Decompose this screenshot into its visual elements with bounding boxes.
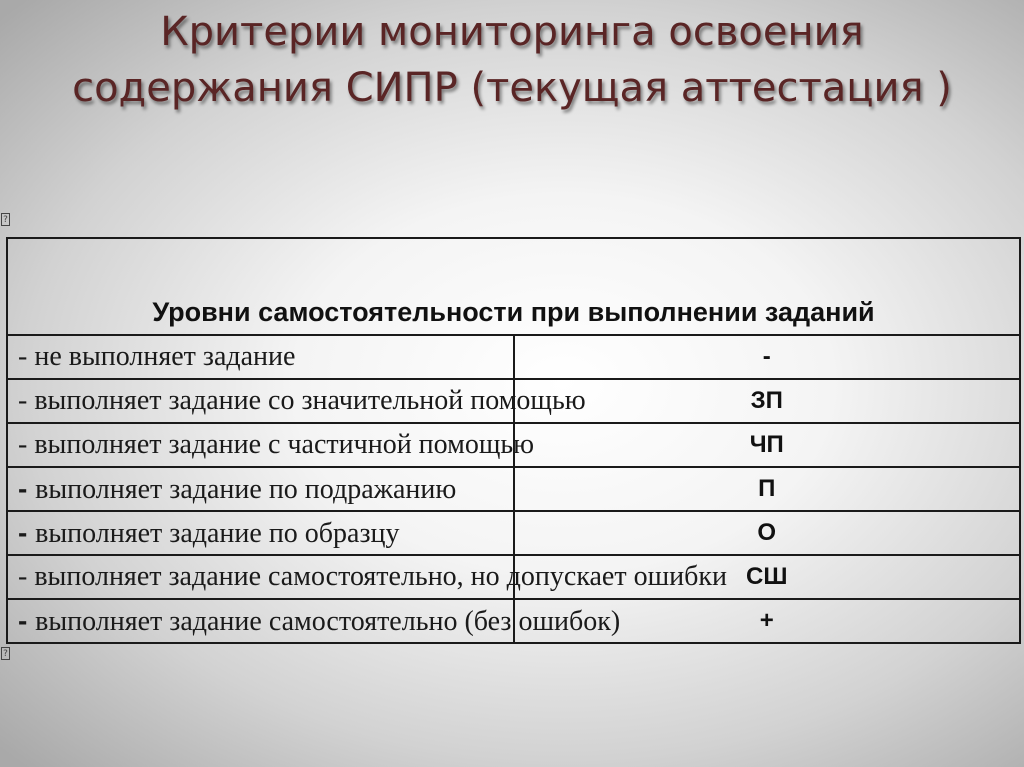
row-text: выполняет задание со значительной помощью — [34, 385, 586, 416]
level-description — [7, 467, 514, 511]
missing-glyph-icon: ? — [1, 213, 10, 226]
level-code: О — [514, 511, 1021, 555]
independence-levels-table — [6, 237, 1021, 644]
level-code: ЗП — [514, 379, 1021, 423]
row-text: выполняет задание самостоятельно, но допускает ошибки — [34, 561, 727, 592]
row-text: выполняет задание по подражанию — [35, 473, 457, 505]
row-dash: - — [18, 561, 35, 592]
table-row — [7, 379, 1020, 423]
level-code: ЧП — [514, 423, 1021, 467]
level-description — [7, 335, 514, 379]
table-row — [7, 467, 1020, 511]
table-row — [7, 599, 1020, 643]
level-description — [7, 599, 621, 643]
slide-title — [0, 4, 1024, 116]
level-description — [7, 511, 514, 555]
level-code: - — [514, 335, 1021, 379]
level-description — [7, 555, 727, 599]
row-dash: - — [18, 429, 35, 460]
table-row — [7, 511, 1020, 555]
table-header-row — [7, 238, 1020, 335]
table-row — [7, 335, 1020, 379]
row-dash: - — [18, 385, 35, 416]
level-code: + — [514, 599, 1021, 643]
table-header: Уровни самостоятельности при выполнении заданий — [7, 238, 1020, 335]
level-code: СШ — [514, 555, 1021, 599]
table-row — [7, 555, 1020, 599]
row-dash: - — [18, 472, 36, 504]
slide-title-line-2: содержания СИПР (текущая аттестация ) — [72, 65, 952, 111]
level-code: П — [514, 467, 1021, 511]
missing-glyph-icon: ? — [1, 647, 10, 660]
level-description — [7, 423, 535, 467]
row-text: выполняет задание с частичной помощью — [34, 429, 535, 460]
row-text: выполняет задание самостоятельно (без ошибок) — [35, 605, 621, 637]
row-dash: - — [18, 341, 35, 372]
row-text: не выполняет задание — [34, 341, 296, 372]
slide-title-line-1: Критерии мониторинга освоения — [160, 9, 864, 55]
row-text: выполняет задание по образцу — [35, 517, 400, 549]
level-description — [7, 379, 586, 423]
table-row — [7, 423, 1020, 467]
row-dash: - — [18, 516, 36, 548]
row-dash: - — [18, 604, 36, 636]
